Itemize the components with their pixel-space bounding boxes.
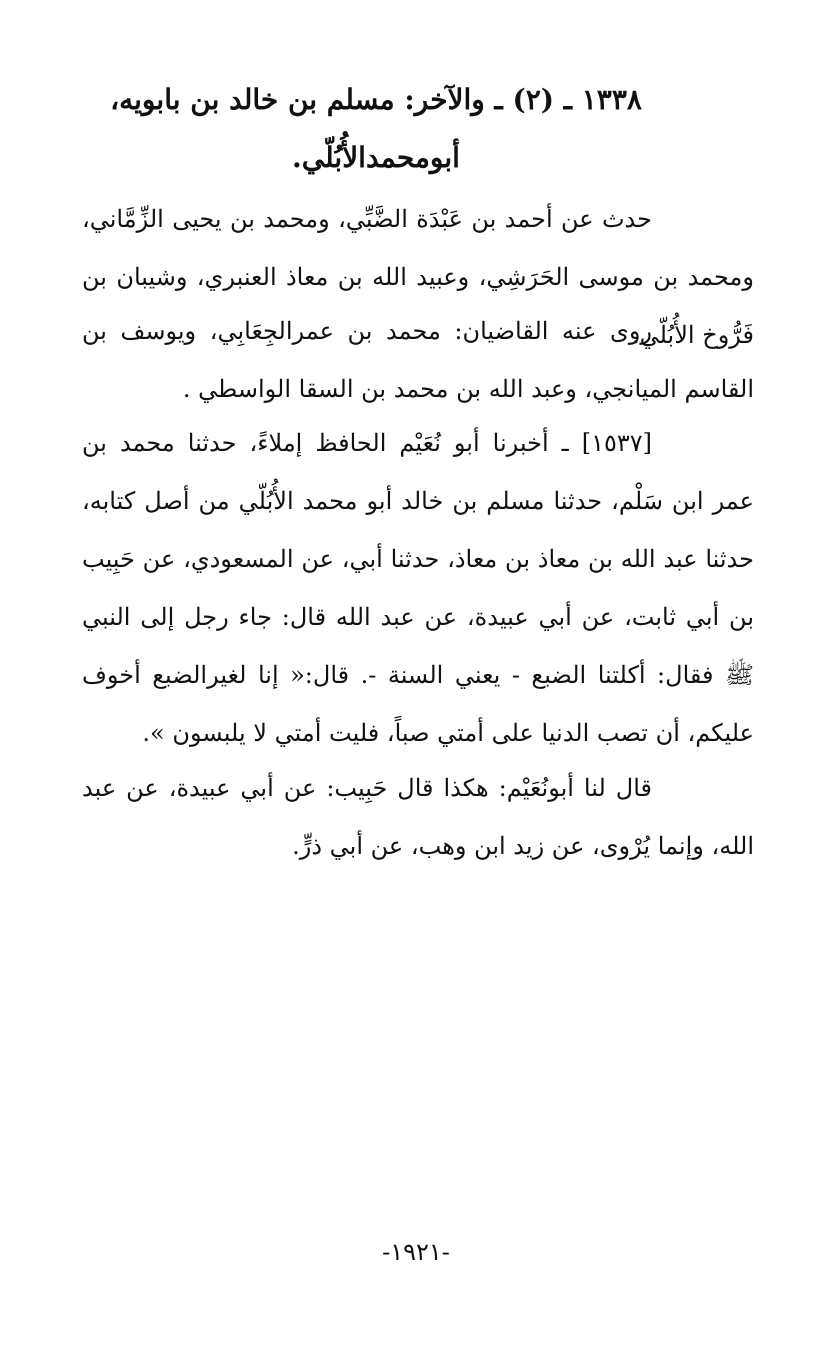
page-number: -١٩٢١- (382, 1238, 450, 1266)
paragraph-hadith: [١٥٣٧] ـ أخبرنا أبو نُعَيْم الحافظ إملاءً، حدثنا محمد بن عمر ابن سَلْم، حدثنا مسلم بن خالد أبو محمد الأُبُلّي من أصل كتابه، حدثنا عبد الله بن معاذ بن معاذ، حدثنا أبي، عن المسعودي، عن حَبِيب بن أبي ثابت، عن أبي عبيدة، عن عبد الله قال: جاء رجل إلى النبي ﷺ فقال: أكلتنا الضبع - يعني السنة -. قال:« إنا لغيرالضبع أخوف عليكم، أن تصب الدنيا على أمتي صباً، فليت أمتي لا يلبسون ». (82, 429, 754, 747)
paragraph-comment: قال لنا أبونُعَيْم: هكذا قال حَبِيب: عن أبي عبيدة، عن عبد الله، وإنما يُرْوى، عن زيد ابن وهب، عن أبي ذرٍّ. (82, 774, 754, 860)
entry-title-line-1: ١٣٣٨ ـ (٢) ـ والآخر: مسلم بن خالد بن بابويه، (110, 83, 642, 116)
paragraph-narrated-from: حدث عن أحمد بن عَبْدَة الضَّبِّي، ومحمد بن يحيى الزِّمَّاني، ومحمد بن موسى الحَرَشِي، وعبيد الله بن معاذ العنبري، وشيبان بن فَرُّوخ الأُبُلّي. (82, 205, 754, 349)
entry-title-line-2: أبومحمدالأُبُلّي. (292, 141, 460, 174)
paragraph-narrated-by: روى عنه القاضيان: محمد بن عمرالجِعَابِي، ويوسف بن القاسم الميانجي، وعبد الله بن محمد بن السقا الواسطي . (82, 317, 754, 403)
